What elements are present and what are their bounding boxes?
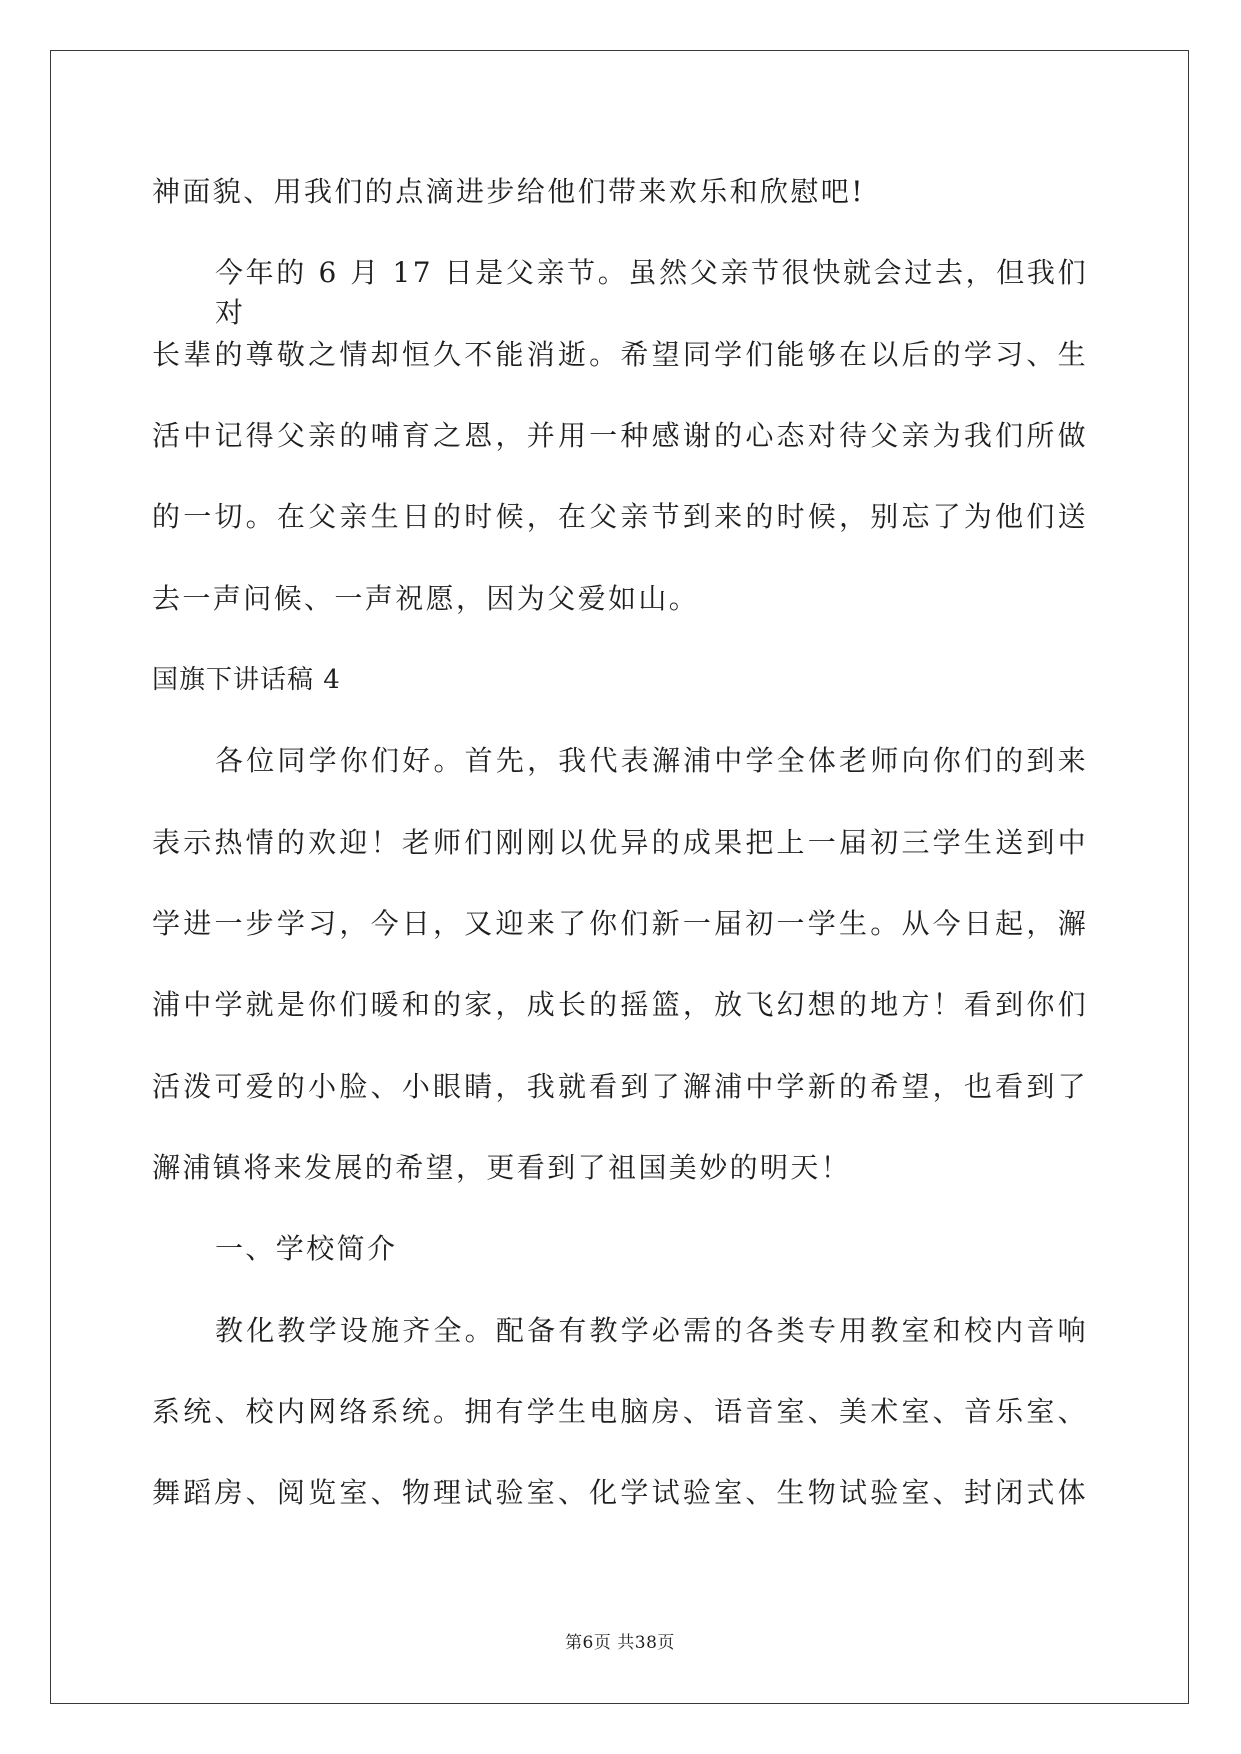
body-line: 教化教学设施齐全。配备有教学必需的各类专用教室和校内音响 [215, 1314, 1088, 1347]
body-line: 系统、校内网络系统。拥有学生电脑房、语音室、美术室、音乐室、 [152, 1395, 1088, 1428]
page-number-footer: 第6页 共38页 [565, 1633, 675, 1653]
body-line: 各位同学你们好。首先，我代表澥浦中学全体老师向你们的到来 [215, 744, 1088, 777]
body-line: 的一切。在父亲生日的时候，在父亲节到来的时候，别忘了为他们送 [152, 500, 1088, 533]
body-line: 学进一步学习，今日，又迎来了你们新一届初一学生。从今日起，澥 [152, 907, 1088, 940]
body-line: 长辈的尊敬之情却恒久不能消逝。希望同学们能够在以后的学习、生 [152, 338, 1088, 371]
body-line: 今年的 6 月 17 日是父亲节。虽然父亲节很快就会过去，但我们对 [215, 256, 1088, 329]
section-heading: 国旗下讲话稿 4 [152, 665, 341, 695]
subheading: 一、学校简介 [215, 1232, 398, 1265]
body-line: 澥浦镇将来发展的希望，更看到了祖国美妙的明天！ [152, 1151, 852, 1184]
body-line: 表示热情的欢迎！老师们刚刚以优异的成果把上一届初三学生送到中 [152, 826, 1088, 859]
body-line: 神面貌、用我们的点滴进步给他们带来欢乐和欣慰吧! [152, 175, 865, 208]
body-line: 去一声问候、一声祝愿，因为父爱如山。 [152, 582, 700, 615]
body-line: 浦中学就是你们暖和的家，成长的摇篮，放飞幻想的地方！看到你们 [152, 988, 1088, 1021]
body-line: 活泼可爱的小脸、小眼睛，我就看到了澥浦中学新的希望，也看到了 [152, 1070, 1088, 1103]
body-line: 舞蹈房、阅览室、物理试验室、化学试验室、生物试验室、封闭式体 [152, 1476, 1088, 1509]
body-line: 活中记得父亲的哺育之恩，并用一种感谢的心态对待父亲为我们所做 [152, 419, 1088, 452]
